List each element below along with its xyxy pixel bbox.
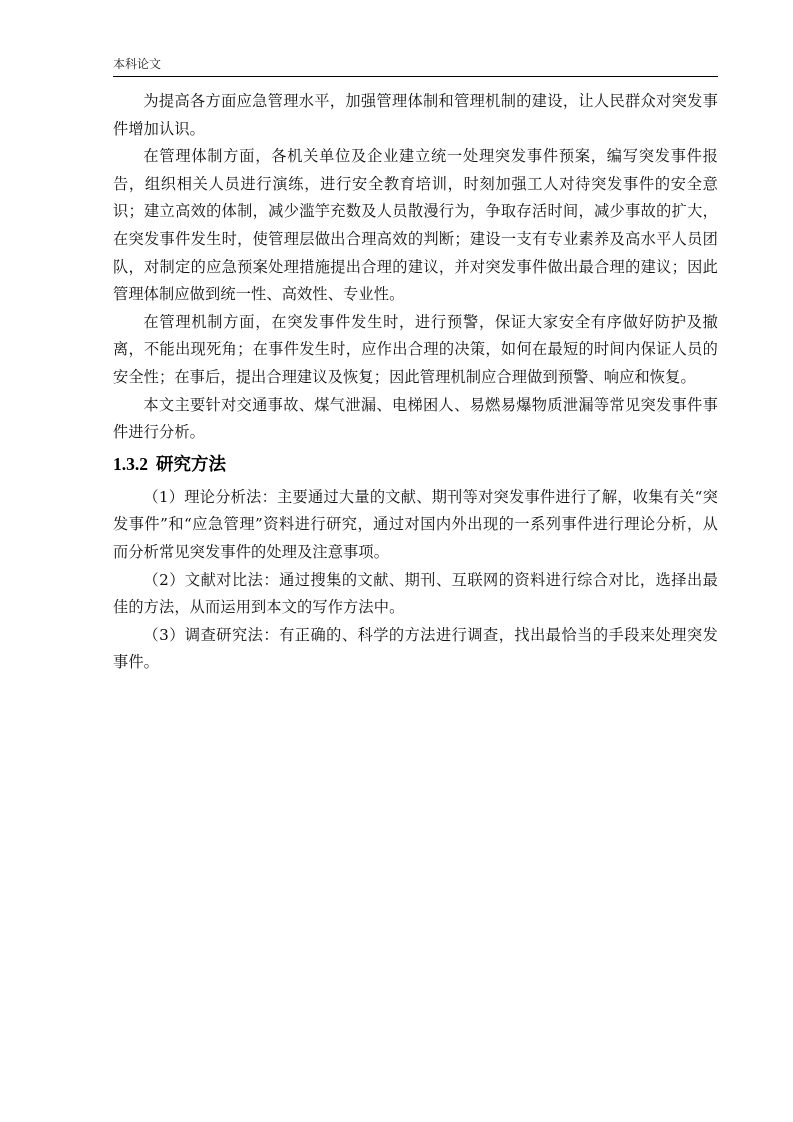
paragraph-method-theory: （1）理论分析法：主要通过大量的文献、期刊等对突发事件进行了解，收集有关“突发事件”和“应急管理”资料进行研究，通过对国内外出现的一系列事件进行理论分析，从而分析常见突发事件的处理及注意事项。	[113, 487, 718, 561]
section-number: 1.3.2	[113, 453, 148, 474]
header-label: 本科论文	[113, 57, 162, 71]
paragraph-method-literature: （2）文献对比法：通过搜集的文献、期刊、互联网的资料进行综合对比，选择出最佳的方法，从而运用到本文的写作方法中。	[113, 570, 718, 617]
paragraph-management-mechanism: 在管理机制方面，在突发事件发生时，进行预警，保证大家安全有序做好防护及撤离，不能出现死角；在事件发生时，应作出合理的决策，如何在最短的时间内保证人员的安全性；在事后，提出合理建议及恢复；因此管理机制应合理做到预警、响应和恢复。	[113, 312, 718, 386]
paragraph-method-survey: （3）调查研究法：有正确的、科学的方法进行调查，找出最恰当的手段来处理突发事件。	[113, 625, 718, 672]
page-header	[113, 54, 718, 77]
section-title: 研究方法	[156, 454, 226, 475]
paragraph-scope: 本文主要针对交通事故、煤气泄漏、电梯困人、易燃易爆物质泄漏等常见突发事件事件进行分析。	[113, 395, 718, 442]
section-heading	[113, 451, 718, 478]
paragraph-management-system: 在管理体制方面，各机关单位及企业建立统一处理突发事件预案，编写突发事件报告，组织相关人员进行演练，进行安全教育培训，时刻加强工人对待突发事件的安全意识；建立高效的体制，减少滥竽充数及人员散漫行为，争取存活时间，减少事故的扩大，在突发事件发生时，使管理层做出合理高效的判断；建设一支有专业素养及高水平人员团队，对制定的应急预案处理措施提出合理的建议，并对突发事件做出最合理的建议；因此管理体制应做到统一性、高效性、专业性。	[113, 147, 718, 304]
document-body	[113, 88, 718, 677]
paragraph-intro: 为提高各方面应急管理水平，加强管理体制和管理机制的建设，让人民群众对突发事件增加认识。	[113, 92, 718, 138]
